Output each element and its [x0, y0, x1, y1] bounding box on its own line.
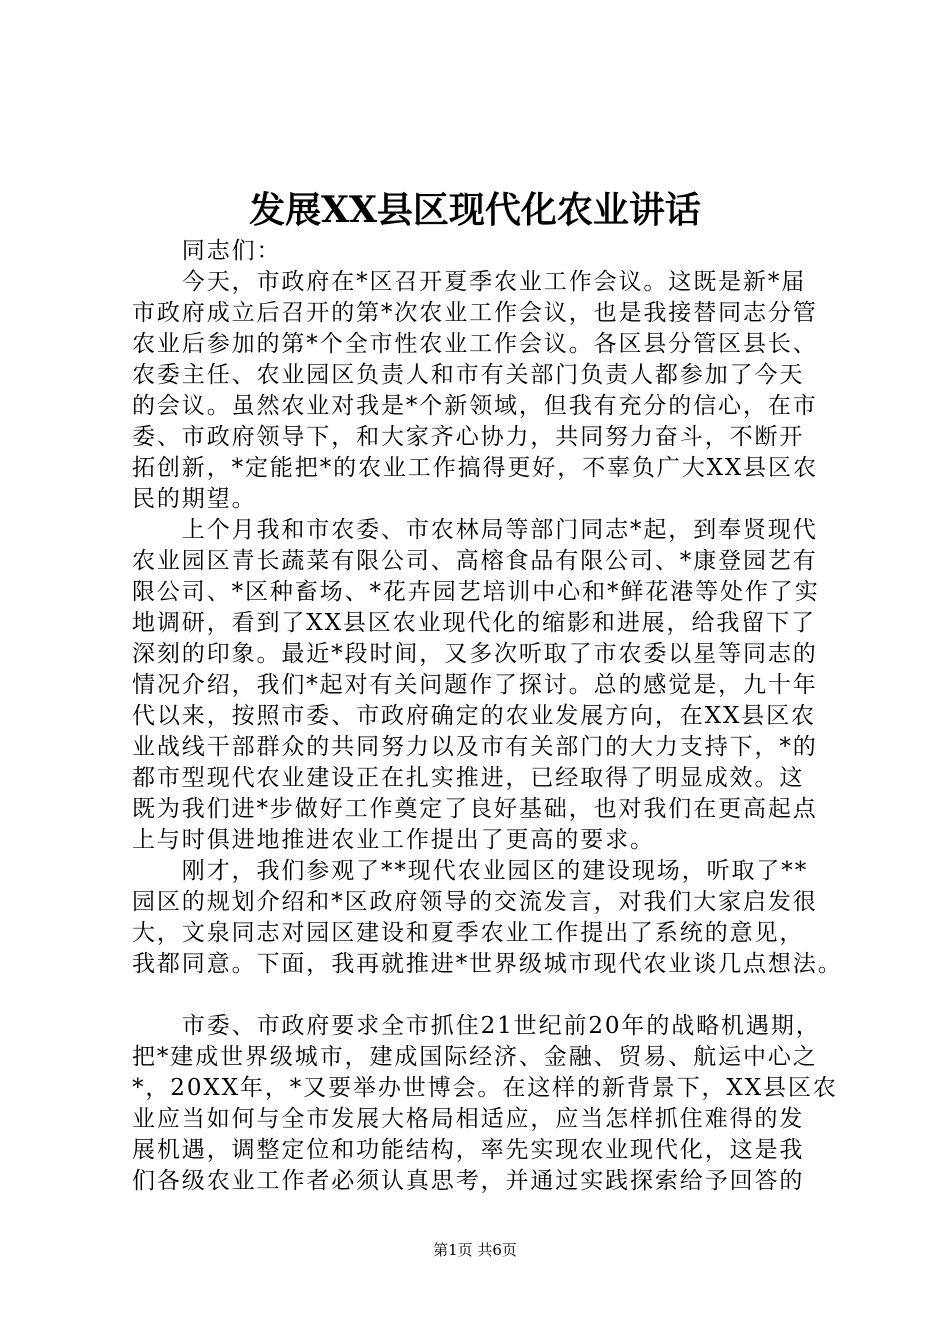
- text-line: 把*建成世界级城市，建成国际经济、金融、贸易、航运中心之: [132, 1044, 818, 1070]
- text-line: 市委、市政府要求全市抓住21世纪前20年的战略机遇期，: [132, 1013, 821, 1039]
- text-line: 民的期望。: [132, 486, 257, 512]
- text-line: 地调研，看到了XX县区农业现代化的缩影和进展，给我留下了: [132, 610, 816, 636]
- text-line: 同志们：: [132, 238, 282, 264]
- text-line: 都市型现代农业建设正在扎实推进，已经取得了明显成效。这: [132, 765, 805, 791]
- text-line: 农业后参加的第*个全市性农业工作会议。各区县分管区县长、: [132, 331, 818, 357]
- text-line: 业战线干部群众的共同努力以及市有关部门的大力支持下，*的: [132, 734, 818, 760]
- text-line: 刚才，我们参观了**现代农业园区的建设现场，听取了**: [132, 858, 809, 884]
- text-line: 市政府成立后召开的第*次农业工作会议，也是我接替同志分管: [132, 300, 818, 326]
- text-line: 拓创新，*定能把*的农业工作搞得更好，不辜负广大XX县区农: [132, 455, 818, 481]
- text-line: 情况介绍，我们*起对有关问题作了探讨。总的感觉是，九十年: [132, 672, 818, 698]
- text-line: 的会议。虽然农业对我是*个新领域，但我有充分的信心，在市: [132, 393, 818, 419]
- blank-line: [132, 980, 832, 1011]
- text-line: *，20XX年，*又要举办世博会。在这样的新背景下，XX县区农: [132, 1075, 838, 1101]
- text-line: 限公司、*区种畜场、*花卉园艺培训中心和*鲜花港等处作了实: [132, 579, 820, 605]
- document-title: 发展XX县区现代化农业讲话: [249, 189, 701, 231]
- text-line: 委、市政府领导下，和大家齐心协力，共同努力奋斗，不断开: [132, 424, 805, 450]
- text-line: 们各级农业工作者必须认真思考，并通过实践探索给予回答的: [132, 1168, 805, 1194]
- text-line: 代以来，按照市委、市政府确定的农业发展方向，在XX县区农: [132, 703, 816, 729]
- text-line: 大，文泉同志对园区建设和夏季农业工作提出了系统的意见，: [132, 920, 805, 946]
- text-line: 农业园区青长蔬菜有限公司、高榕食品有限公司、*康登园艺有: [132, 548, 818, 574]
- text-line: 上与时俱进地推进农业工作提出了更高的要求。: [132, 827, 655, 853]
- text-line: 园区的规划介绍和*区政府领导的交流发言，对我们大家启发很: [132, 889, 818, 915]
- text-line: 展机遇，调整定位和功能结构，率先实现农业现代化，这是我: [132, 1137, 805, 1163]
- text-line: 农委主任、农业园区负责人和市有关部门负责人都参加了今天: [132, 362, 805, 388]
- text-line: 业应当如何与全市发展大格局相适应，应当怎样抓住难得的发: [132, 1106, 805, 1132]
- text-line: 深刻的印象。最近*段时间，又多次听取了市农委以星等同志的: [132, 641, 818, 667]
- text-line: 我都同意。下面，我再就推进*世界级城市现代农业谈几点想法。: [132, 951, 843, 977]
- text-line: 既为我们进*步做好工作奠定了良好基础，也对我们在更高起点: [132, 796, 818, 822]
- document-body: [132, 236, 843, 1197]
- text-line: 上个月我和市农委、市农林局等部门同志*起，到奉贤现代: [132, 517, 818, 543]
- page-number-footer: 第1页 共6页: [433, 1241, 517, 1259]
- text-line: 今天，市政府在*区召开夏季农业工作会议。这既是新*届: [132, 269, 807, 295]
